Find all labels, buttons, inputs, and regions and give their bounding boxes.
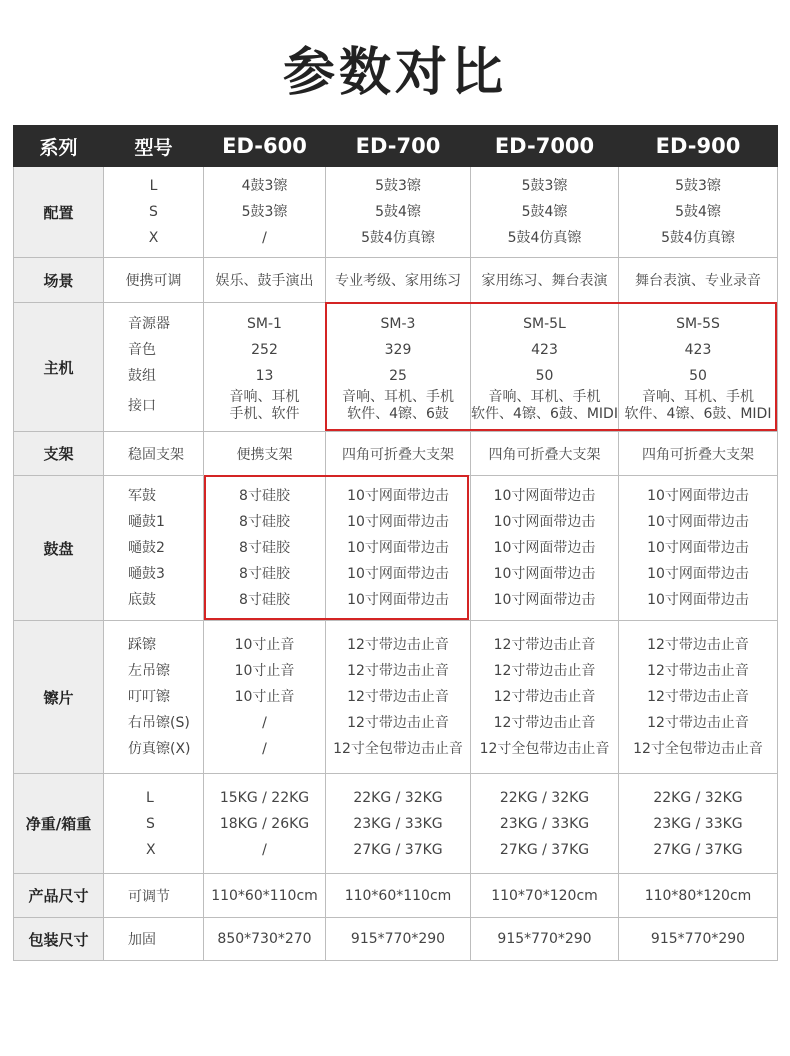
- cell-value: 18KG / 26KG: [219, 815, 310, 832]
- cell-value: 22KG / 32KG: [353, 789, 443, 806]
- cell-value: 12寸带边击止音: [493, 663, 596, 679]
- cell-value: 329: [384, 342, 412, 358]
- pads-ed7000: [471, 476, 619, 621]
- cymbals-ed900: [619, 621, 778, 774]
- category-pads: 鼓盘: [14, 476, 104, 621]
- scene-ed900: 舞台表演、专业录音: [619, 258, 778, 303]
- cell-value: 12寸带边击止音: [347, 637, 449, 653]
- cell-value: 8寸硅胶: [239, 514, 290, 530]
- category-host: 主机: [14, 303, 104, 432]
- cell-value: 12寸带边击止音: [647, 637, 749, 653]
- cell-value: 23KG / 33KG: [653, 815, 743, 832]
- cell-value: 50: [689, 368, 707, 384]
- row-weight: [14, 774, 778, 874]
- cell-value: /: [262, 715, 267, 731]
- cell-value: 音响、耳机、手机 软件、4镲、6鼓、MIDI: [624, 389, 772, 422]
- sub-label: L: [149, 178, 158, 194]
- cell-value: 10寸网面带边击: [647, 488, 749, 504]
- cell-value: 12寸带边击止音: [347, 689, 449, 705]
- cell-value: 10寸网面带边击: [347, 566, 449, 582]
- cell-value: 12寸全包带边击止音: [479, 741, 610, 757]
- cell-value: 25: [389, 368, 407, 384]
- cell-value: /: [262, 841, 267, 858]
- cymbals-ed7000: [471, 621, 619, 774]
- host-ed7000: [471, 303, 619, 432]
- cell-value: 5鼓3镲: [521, 178, 568, 194]
- row-host: [14, 303, 778, 432]
- cell-value: 5鼓3镲: [675, 178, 721, 194]
- header-model-ed600: ED-600: [204, 126, 326, 167]
- cell-value: 5鼓4镲: [375, 204, 421, 220]
- config-ed7000: [471, 167, 619, 258]
- header-model-ed700: ED-700: [326, 126, 471, 167]
- cell-value: 10寸网面带边击: [493, 488, 596, 504]
- scene-ed600: 娱乐、鼓手演出: [204, 258, 326, 303]
- weight-subs: [104, 774, 204, 874]
- cell-value: 5鼓4镲: [675, 204, 721, 220]
- row-config: [14, 167, 778, 258]
- header-series: 系列: [14, 126, 104, 167]
- cell-value: 423: [684, 342, 712, 358]
- cell-value: 22KG / 32KG: [499, 789, 590, 806]
- cell-value: 8寸硅胶: [239, 592, 290, 608]
- package-ed7000: 915*770*290: [471, 918, 619, 961]
- cell-value: 10寸网面带边击: [347, 592, 449, 608]
- cell-value: 10寸网面带边击: [347, 540, 449, 556]
- sub-label: 右吊镲(S): [128, 715, 190, 731]
- category-package: 包装尺寸: [14, 918, 104, 961]
- pads-ed700: [326, 476, 471, 621]
- cell-value: 5鼓4仿真镲: [507, 230, 582, 246]
- size-ed700: 110*60*110cm: [326, 874, 471, 918]
- comparison-table: [13, 125, 778, 961]
- cell-value: 12寸带边击止音: [493, 715, 596, 731]
- cell-value: 8寸硅胶: [239, 566, 290, 582]
- cell-value: 12寸带边击止音: [347, 715, 449, 731]
- cell-value: 23KG / 33KG: [353, 815, 443, 832]
- size-sub: 可调节: [104, 874, 204, 918]
- cell-value: 音响、耳机、手机 软件、4镲、6鼓、MIDI: [471, 389, 618, 422]
- size-ed600: 110*60*110cm: [204, 874, 326, 918]
- cell-value: /: [262, 741, 267, 757]
- cell-value: 12寸带边击止音: [647, 663, 749, 679]
- sub-label: 鼓组: [128, 368, 156, 384]
- cell-value: /: [262, 230, 267, 246]
- size-ed900: 110*80*120cm: [619, 874, 778, 918]
- package-ed700: 915*770*290: [326, 918, 471, 961]
- weight-ed600: [204, 774, 326, 874]
- cell-value: 27KG / 37KG: [499, 841, 590, 858]
- cell-value: 8寸硅胶: [239, 488, 290, 504]
- scene-ed7000: 家用练习、舞台表演: [471, 258, 619, 303]
- cell-value: SM-5L: [523, 316, 566, 332]
- cell-value: 22KG / 32KG: [653, 789, 743, 806]
- cell-value: 252: [251, 342, 278, 358]
- cell-value: 12寸带边击止音: [493, 637, 596, 653]
- cell-value: 12寸带边击止音: [647, 689, 749, 705]
- pads-ed600: [204, 476, 326, 621]
- cymbals-ed700: [326, 621, 471, 774]
- cell-value: 423: [531, 342, 558, 358]
- cell-value: 10寸网面带边击: [347, 514, 449, 530]
- cell-value: 10寸止音: [234, 637, 295, 653]
- host-subs: [104, 303, 204, 432]
- cell-value: 10寸网面带边击: [647, 514, 749, 530]
- category-scene: 场景: [14, 258, 104, 303]
- row-pads: [14, 476, 778, 621]
- scene-sub: 便携可调: [104, 258, 204, 303]
- sub-label: X: [146, 841, 156, 858]
- row-package: [14, 918, 778, 961]
- stand-ed700: 四角可折叠大支架: [326, 432, 471, 476]
- cymbals-subs: [104, 621, 204, 774]
- config-ed900: [619, 167, 778, 258]
- cell-value: 10寸网面带边击: [647, 540, 749, 556]
- category-stand: 支架: [14, 432, 104, 476]
- cell-value: 50: [535, 368, 554, 384]
- config-subs: [104, 167, 204, 258]
- cell-value: 27KG / 37KG: [653, 841, 743, 858]
- cell-value: 13: [255, 368, 274, 384]
- pads-ed900: [619, 476, 778, 621]
- cell-value: 5鼓4镲: [521, 204, 568, 220]
- stand-ed900: 四角可折叠大支架: [619, 432, 778, 476]
- sub-label: 嗵鼓1: [128, 514, 165, 530]
- pads-subs: [104, 476, 204, 621]
- cell-value: 10寸网面带边击: [493, 540, 596, 556]
- sub-label: 嗵鼓2: [128, 540, 165, 556]
- cell-value: 10寸网面带边击: [647, 592, 749, 608]
- sub-label: L: [146, 789, 154, 806]
- header-model-ed7000: ED-7000: [471, 126, 619, 167]
- cell-value: 12寸带边击止音: [647, 715, 749, 731]
- cell-value: 10寸止音: [234, 689, 295, 705]
- package-sub: 加固: [104, 918, 204, 961]
- cell-value: 10寸网面带边击: [493, 566, 596, 582]
- sub-label: 接口: [128, 397, 156, 414]
- sub-label: 叮叮镲: [128, 689, 170, 705]
- cell-value: 15KG / 22KG: [219, 789, 310, 806]
- weight-ed700: [326, 774, 471, 874]
- sub-label: 音色: [128, 342, 156, 358]
- weight-ed900: [619, 774, 778, 874]
- sub-label: 音源器: [128, 316, 170, 332]
- sub-label: 仿真镲(X): [128, 741, 191, 757]
- cell-value: SM-1: [247, 316, 282, 332]
- stand-ed7000: 四角可折叠大支架: [471, 432, 619, 476]
- package-ed900: 915*770*290: [619, 918, 778, 961]
- config-ed600: [204, 167, 326, 258]
- sub-label: X: [148, 230, 159, 246]
- cell-value: 10寸网面带边击: [647, 566, 749, 582]
- cell-value: 10寸网面带边击: [493, 592, 596, 608]
- sub-label: 军鼓: [128, 488, 156, 504]
- sub-label: 嗵鼓3: [128, 566, 165, 582]
- cell-value: SM-3: [380, 316, 416, 332]
- row-cymbals: [14, 621, 778, 774]
- cell-value: 27KG / 37KG: [353, 841, 443, 858]
- stand-sub: 稳固支架: [104, 432, 204, 476]
- category-weight: 净重/箱重: [14, 774, 104, 874]
- weight-ed7000: [471, 774, 619, 874]
- host-ed700: [326, 303, 471, 432]
- cell-value: 5鼓4仿真镲: [661, 230, 735, 246]
- package-ed600: 850*730*270: [204, 918, 326, 961]
- cell-value: 23KG / 33KG: [499, 815, 590, 832]
- page-title: 参数对比: [282, 43, 507, 103]
- sub-label: S: [146, 815, 155, 832]
- host-ed600: [204, 303, 326, 432]
- cell-value: 12寸全包带边击止音: [333, 741, 463, 757]
- cell-value: 5鼓3镲: [375, 178, 421, 194]
- category-cymbals: 镲片: [14, 621, 104, 774]
- config-ed700: [326, 167, 471, 258]
- cell-value: 12寸带边击止音: [493, 689, 596, 705]
- sub-label: 踩镲: [128, 637, 156, 653]
- sub-label: 左吊镲: [128, 663, 170, 679]
- header-model: 型号: [104, 126, 204, 167]
- cell-value: 5鼓3镲: [241, 204, 288, 220]
- row-scene: [14, 258, 778, 303]
- category-config: 配置: [14, 167, 104, 258]
- cell-value: 12寸带边击止音: [347, 663, 449, 679]
- category-size: 产品尺寸: [14, 874, 104, 918]
- cell-value: 音响、耳机 手机、软件: [229, 389, 300, 422]
- cell-value: 4鼓3镲: [241, 178, 288, 194]
- cell-value: 10寸止音: [234, 663, 295, 679]
- stand-ed600: 便携支架: [204, 432, 326, 476]
- host-ed900: [619, 303, 778, 432]
- row-stand: [14, 432, 778, 476]
- size-ed7000: 110*70*120cm: [471, 874, 619, 918]
- header-model-ed900: ED-900: [619, 126, 778, 167]
- row-size: [14, 874, 778, 918]
- cell-value: 8寸硅胶: [239, 540, 290, 556]
- cymbals-ed600: [204, 621, 326, 774]
- header-row: [14, 126, 778, 167]
- cell-value: 12寸全包带边击止音: [633, 741, 763, 757]
- cell-value: 音响、耳机、手机 软件、4镲、6鼓: [342, 389, 454, 422]
- sub-label: 底鼓: [128, 592, 156, 608]
- sub-label: S: [149, 204, 158, 220]
- cell-value: 5鼓4仿真镲: [361, 230, 435, 246]
- cell-value: SM-5S: [676, 316, 720, 332]
- scene-ed700: 专业考级、家用练习: [326, 258, 471, 303]
- cell-value: 10寸网面带边击: [493, 514, 596, 530]
- cell-value: 10寸网面带边击: [347, 488, 449, 504]
